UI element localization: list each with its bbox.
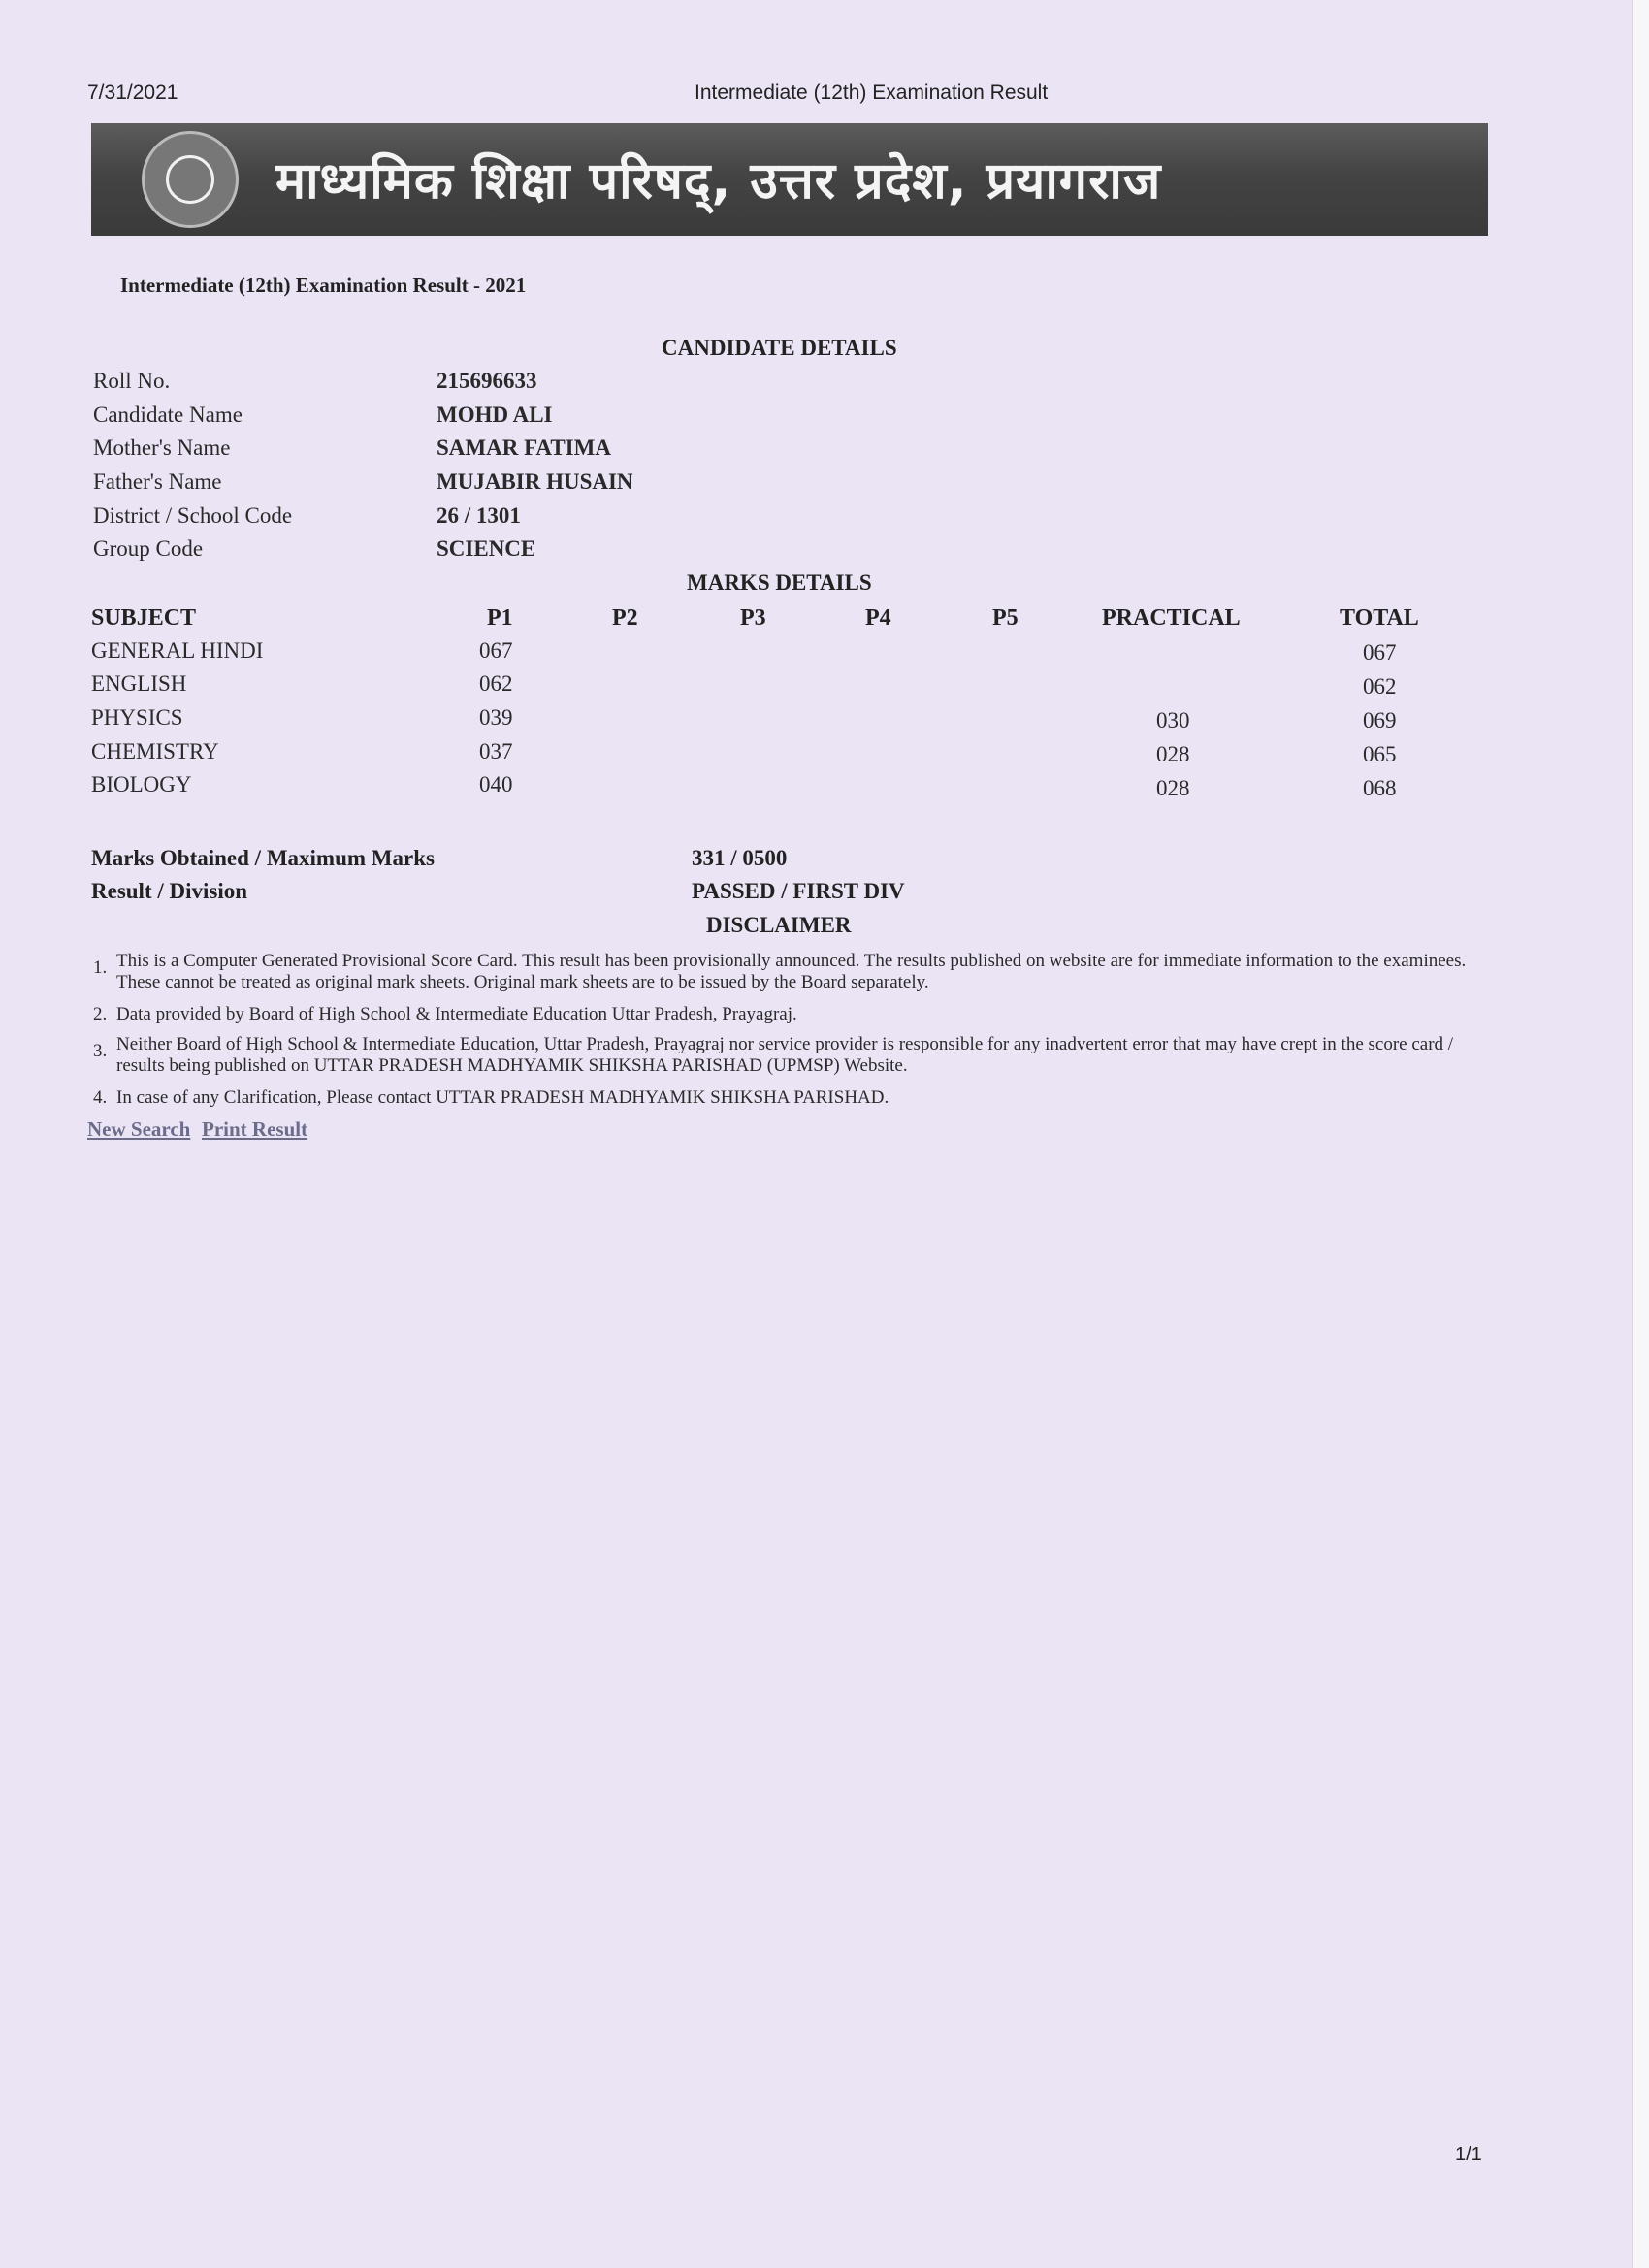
- candidate-name-value: MOHD ALI: [436, 403, 553, 427]
- col-head-p4: P4: [865, 605, 891, 631]
- total-cell: 067: [1363, 640, 1397, 664]
- col-head-p2: P2: [612, 605, 638, 631]
- subject-cell: BIOLOGY: [91, 772, 192, 796]
- emblem-logo-icon: [142, 131, 239, 228]
- result-division-label: Result / Division: [91, 879, 248, 903]
- district-school-code-value: 26 / 1301: [436, 503, 521, 528]
- disclaimer-item: [93, 951, 1490, 993]
- header-banner: [91, 123, 1488, 236]
- mother-name-label: Mother's Name: [93, 436, 231, 460]
- total-cell: 065: [1363, 742, 1397, 766]
- new-search-link[interactable]: New Search: [87, 1118, 191, 1141]
- document-heading: Intermediate (12th) Examination Result - 2021: [120, 274, 527, 297]
- group-code-label: Group Code: [93, 536, 204, 561]
- disclaimer-item: [93, 1034, 1490, 1077]
- disclaimer-item: [93, 1004, 1490, 1025]
- marks-details-title: MARKS DETAILS: [687, 570, 872, 595]
- col-head-p3: P3: [740, 605, 766, 631]
- col-head-p5: P5: [992, 605, 1018, 631]
- candidate-details-title: CANDIDATE DETAILS: [662, 336, 897, 360]
- subject-cell: PHYSICS: [91, 705, 183, 729]
- col-head-subject: SUBJECT: [91, 605, 197, 631]
- roll-no-value: 215696633: [436, 369, 537, 393]
- p1-cell: 039: [479, 705, 513, 729]
- print-title: Intermediate (12th) Examination Result: [695, 81, 1049, 104]
- father-name-label: Father's Name: [93, 470, 222, 494]
- mother-name-value: SAMAR FATIMA: [436, 436, 611, 460]
- practical-cell: 030: [1156, 708, 1190, 732]
- group-code-value: SCIENCE: [436, 536, 536, 561]
- total-cell: 062: [1363, 674, 1397, 698]
- disclaimer-title: DISCLAIMER: [706, 913, 852, 937]
- total-cell: 068: [1363, 776, 1397, 800]
- col-head-practical: PRACTICAL: [1102, 605, 1241, 631]
- marks-obtained-value: 331 / 0500: [692, 846, 788, 870]
- p1-cell: 067: [479, 638, 513, 663]
- scan-page-edge: [1632, 0, 1649, 2268]
- result-division-value: PASSED / FIRST DIV: [692, 879, 905, 903]
- print-date: 7/31/2021: [87, 81, 178, 104]
- print-result-link[interactable]: Print Result: [202, 1118, 308, 1141]
- roll-no-label: Roll No.: [93, 369, 171, 393]
- subject-cell: GENERAL HINDI: [91, 638, 264, 663]
- district-school-code-label: District / School Code: [93, 503, 293, 528]
- practical-cell: 028: [1156, 742, 1190, 766]
- marks-obtained-label: Marks Obtained / Maximum Marks: [91, 846, 435, 870]
- p1-cell: 037: [479, 739, 513, 763]
- col-head-total: TOTAL: [1340, 605, 1419, 631]
- subject-cell: ENGLISH: [91, 671, 187, 696]
- disclaimer-text: Data provided by Board of High School & Intermediate Education Uttar Pradesh, Prayagraj.: [116, 1004, 797, 1024]
- p1-cell: 062: [479, 671, 513, 696]
- disclaimer-item: [93, 1087, 1490, 1109]
- disclaimer-text: This is a Computer Generated Provisional Score Card. This result has been provisionally announced. The results published on website are for immediate information to the examinees. These cannot be treated as original mark sheets. Original mark sheets are to be issued by the Board separately.: [116, 951, 1467, 992]
- disclaimer-number: 2.: [93, 1004, 108, 1024]
- candidate-name-label: Candidate Name: [93, 403, 242, 427]
- total-cell: 069: [1363, 708, 1397, 732]
- subject-cell: CHEMISTRY: [91, 739, 219, 763]
- board-name: माध्यमिक शिक्षा परिषद्, उत्तर प्रदेश, प्रयागराज: [275, 152, 1162, 211]
- father-name-value: MUJABIR HUSAIN: [436, 470, 633, 494]
- disclaimer-number: 4.: [93, 1087, 108, 1108]
- disclaimer-text: Neither Board of High School & Intermediate Education, Uttar Pradesh, Prayagraj nor service provider is responsible for any inadvertent error that may have crept in the score card / results being published on UTTAR PRADESH MADHYAMIK SHIKSHA PARISHAD (UPMSP) Website.: [116, 1034, 1454, 1076]
- disclaimer-number: 1.: [93, 957, 108, 978]
- disclaimer-text: In case of any Clarification, Please contact UTTAR PRADESH MADHYAMIK SHIKSHA PARISHAD.: [116, 1087, 889, 1108]
- p1-cell: 040: [479, 772, 513, 796]
- practical-cell: 028: [1156, 776, 1190, 800]
- page-number: 1/1: [1455, 2144, 1482, 2165]
- disclaimer-number: 3.: [93, 1041, 108, 1061]
- col-head-p1: P1: [487, 605, 513, 631]
